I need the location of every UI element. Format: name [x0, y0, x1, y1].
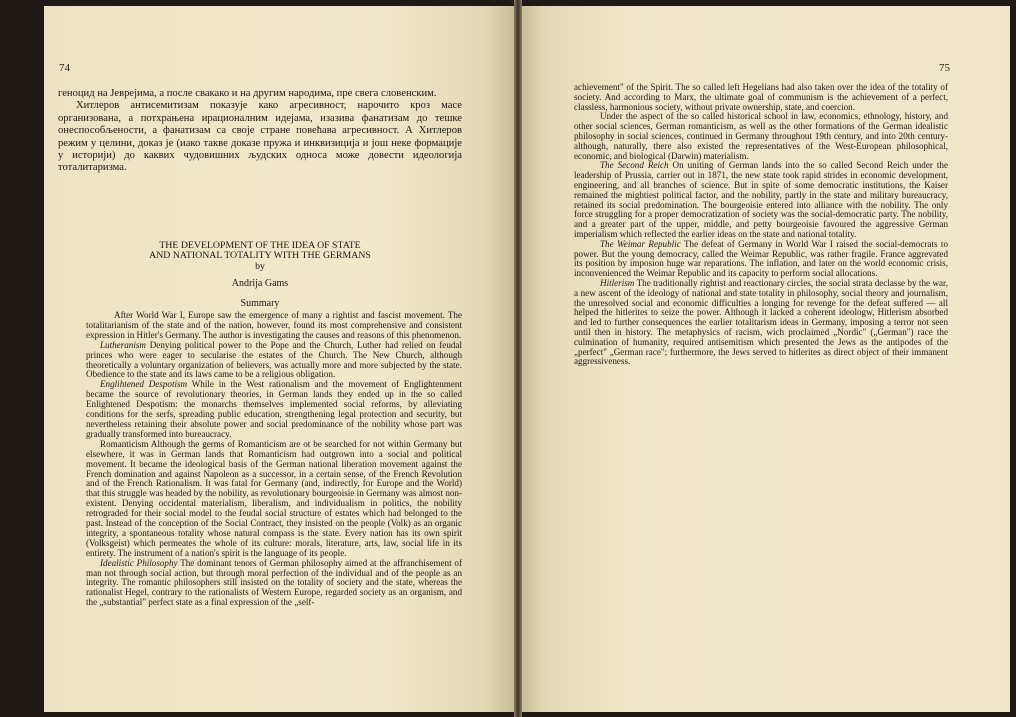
summary-paragraph: Under the aspect of the so called historical school in law, economics, ethnology, history, and other social sciences, German romanticism, as well as the other formations of the German idealistic philosophy in social sciences, continued in Germany throughout 19th century, and into 20th century-although, naturally, there also existed the representatives of the West-European philosophical, economic, and biological (Darwin) materialism. [574, 111, 948, 161]
book-spine [514, 0, 522, 717]
article-title-block [58, 241, 462, 309]
summary-body-left [86, 311, 462, 608]
summary-paragraph: Hitlerism The traditionally rightist and reactionary circles, the social strata declasse by the war, a new ascent of the ideology of national and state totality in philosophy, social theory and journalism, the unresolved social and economic difficulties a longing for revenge for the defeat suffered — all helped the hitlerites to seize the power. Although it lacked a coherent ideologw, Hitlerism absorbed and led to further consequences the earlier totalitarism ideas in Germany, imposing a terror not seen until then in history. The metaphysics of racism, wich proclaimed „Nordic" („German") race the culmination of humanity, required antisemitism which presented the Jews as the antipodes of the „perfect" „German race"; furthermore, the Jews served to hitlerites as direct object of their immanent aggressiveness. [574, 277, 948, 367]
page-number-left: 74 [59, 62, 70, 74]
article-title-line: THE DEVELOPMENT OF THE IDEA OF STATE [159, 240, 361, 251]
cyrillic-text-block [58, 88, 462, 175]
summary-paragraph: The Second Reich On uniting of German lands into the so called Second Reich under the leadership of Prussia, carrier out in 1871, the new state took rapid strides in economic development, engineering, and all branches of science. But in spite of some democratic institutions, the Kaiser remained the mightiest political factor, and the nobility, partly in the state and military bureaucracy, retained its social predomination. The bourgeoisie entered into alliance with the nobility. The only force struggling for a proper democratization of society was the social-democratic party. The nobility, and a greater part of the upper, middle, and petty bourgeoisie favoured the aggressive German imperialism which reflected the earlier ideas on the state and national totality. [574, 160, 949, 239]
summary-paragraph: Idealistic Philosophy The dominant tenors of German philosophy aimed at the affranchisement of man not through social action, but through moral perfection of the individual and of the people as an integrity. The romantic philosophers still insisted on the totality of society and the state, whereas the rationalist Hegel, contrary to the rationalists of Western Europe, regarded society as an organism, and the „substantial" perfect state as a final expression of the „self- [86, 557, 463, 608]
section-lead: Hitlerism [600, 277, 635, 288]
summary-paragraph: After World War I, Europe saw the emergence of many a rightist and fascist movement. The totalitarianism of the state and of the nation, however, found its most comprehensive and consistent expression in Hitler's Germany. The author is investigating the causes and reasons of this phenomenon. [86, 310, 462, 340]
section-lead: Lutheranism [100, 339, 146, 350]
right-page [522, 6, 1010, 712]
summary-paragraph: Romanticism Although the germs of Romanticism are ot be searched for not within Germany but elsewhere, it was in German lands that Romanticism had outgrown into a social and political movement. It became the ideological basis of the German national liberation movement against the French domination and against Napoleon as a successor, in a certain sense, of the French Revolution and of the French Rationalism. It was fatal for Germany (and, indirectly, for Europe and the World) that this struggle was headed by the nobility, as revolutionary bourgeoisie in Germany was almost non-existent. Denying occidental materialism, liberalism, and individualism in politics, the nobility retrograded for their social model to the feudal social structure of estates which had belonged to the past. Instead of the conception of the Social Contract, they insisted on the people (Volk) as an organic integrity, a spontaneous totality whose natural compass is the state. Every nation has its own spirit (Volksgeist) which permeates the whole of its culture: morals, literature, arts, law, social life in its entirety. The instrument of a nation's spirit is the language of its people. [86, 438, 462, 558]
summary-heading: Summary [240, 297, 280, 309]
article-title-line: AND NATIONAL TOTALITY WITH THE GERMANS [149, 250, 371, 262]
cyrillic-paragraph: Хитлеров антисемитизам показује како агресивност, нарочито кроз масе организована, а потхрањена ирационалним идејама, изазива фанатизам до тешке онеспособљености, а фанатизам са своје стране повећава агресивност. А Хитлеров режим у целини, доказ је (иако такве доказе пружа и инквизиција и још неке формације у историји) до каквих чудовишних људских односа може довести идеологија тоталитаризма. [58, 100, 462, 174]
section-lead: Idealistic Philosophy [100, 557, 178, 568]
summary-body-right [574, 83, 948, 367]
section-lead: The Weimar Republic [600, 238, 681, 249]
cyrillic-paragraph: геноцид на Јеврејима, а после свакако и на другим народима, пре свега словенским. [58, 88, 437, 99]
article-author: Andrija Gams [231, 278, 289, 290]
summary-paragraph: Englihtened Despotism While in the West rationalism and the movement of Englightenment became the source of revolutionary theories, in German lands they ended up in the so called Enlightened Despotism: the monarchs themselves implemented social reforms, by alleviating conditions for the serfs, spreading public education, strengthening legal protection and security, but nevertheless retaining their absolute power and social predominance of the nobility whose part was gradually transformed into bureaucracy. [86, 379, 462, 439]
section-lead: The Second Reich [600, 160, 669, 171]
section-lead: Englihtened Despotism [100, 379, 188, 390]
left-page [44, 6, 514, 712]
page-number-right: 75 [939, 62, 950, 74]
summary-paragraph: Lutheranism Denying political power to the Pope and the Church, Luther had relied on feudal princes who were eager to secularise the estates of the Church. The New Church, although theoretically a voluntary organization of believers, was actually more and more subjected by the state. Obedience to the state and its laws came to be a religious obligation. [86, 339, 462, 380]
summary-paragraph: achievement" of the Spirit. The so called left Hegelians had also taken over the idea of the totality of society. And according to Marx, the ultimate goal of communism is the achievement of a perfect, classless, harmonious society, without private ownership, state, and coercion. [574, 82, 948, 112]
summary-paragraph: The Weimar Republic The defeat of Germany in World War I raised the social-democrats to power. But the young democracy, called the Weimar Republic, was rather fragile. France aggrevated its position by imposion huge war reparations. The inflation, and later on the world economic crisis, inconvenienced the Weimar Republic and its capacity to perform social allocations. [574, 238, 948, 279]
article-by: by [255, 260, 265, 272]
